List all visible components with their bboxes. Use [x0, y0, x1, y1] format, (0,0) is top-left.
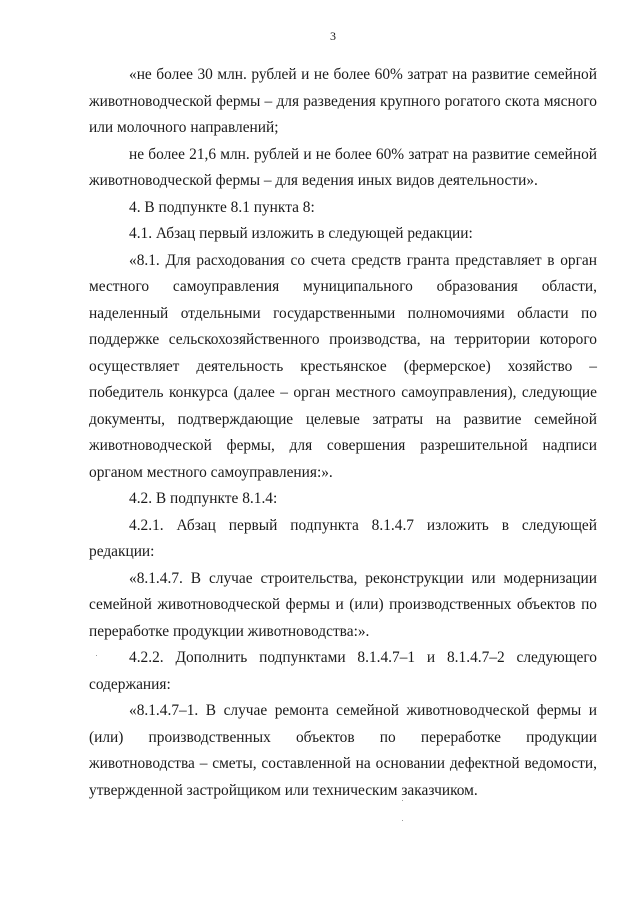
paragraph-7: 4.2.1. Абзац первый подпункта 8.1.4.7 изложить в следующей редакции: [89, 516, 597, 560]
scan-speck [96, 655, 97, 656]
paragraph-5: «8.1. Для расходования со счета средств гранта представляет в орган местного самоуправления муниципального образования области, наделенный отдельными государственными полномочиями области по поддержке сельскохозяйственного производства, на территории которого осуществляет деятельность крестьянское (фермерское) хозяйство – победитель конкурса (далее – орган местного самоуправления), следующие документы, подтверждающие целевые затраты на развитие семейной животноводческой фермы, для совершения разрешительной надписи органом местного самоуправления:». [89, 251, 597, 481]
paragraph-1: «не более 30 млн. рублей и не более 60% затрат на развитие семейной животноводческой фермы – для разведения крупного рогатого скота мясного или молочного направлений; [89, 66, 597, 136]
paragraph-2: не более 21,6 млн. рублей и не более 60% затрат на развитие семейной животноводческой фермы – для ведения иных видов деятельности». [89, 145, 597, 189]
paragraph-6: 4.2. В подпункте 8.1.4: [129, 490, 278, 507]
scan-speck [402, 820, 403, 821]
document-body [89, 62, 597, 804]
paragraph-9: 4.2.2. Дополнить подпунктами 8.1.4.7–1 и 8.1.4.7–2 следующего содержания: [89, 649, 597, 693]
scan-speck [402, 800, 403, 801]
paragraph-3: 4. В подпункте 8.1 пункта 8: [129, 198, 315, 216]
paragraph-4: 4.1. Абзац первый изложить в следующей редакции: [129, 225, 473, 242]
paragraph-8: «8.1.4.7. В случае строительства, реконструкции или модернизации семейной животноводческой фермы и (или) производственных объектов по переработке продукции животноводства:». [89, 569, 597, 640]
paragraph-10: «8.1.4.7–1. В случае ремонта семейной животноводческой фермы и (или) производственных объектов по переработке продукции животноводства – сметы, составленной на основании дефектной ведомости, утвержденной застройщиком или техническим заказчиком. [89, 702, 597, 799]
page-number: 3 [330, 29, 336, 43]
